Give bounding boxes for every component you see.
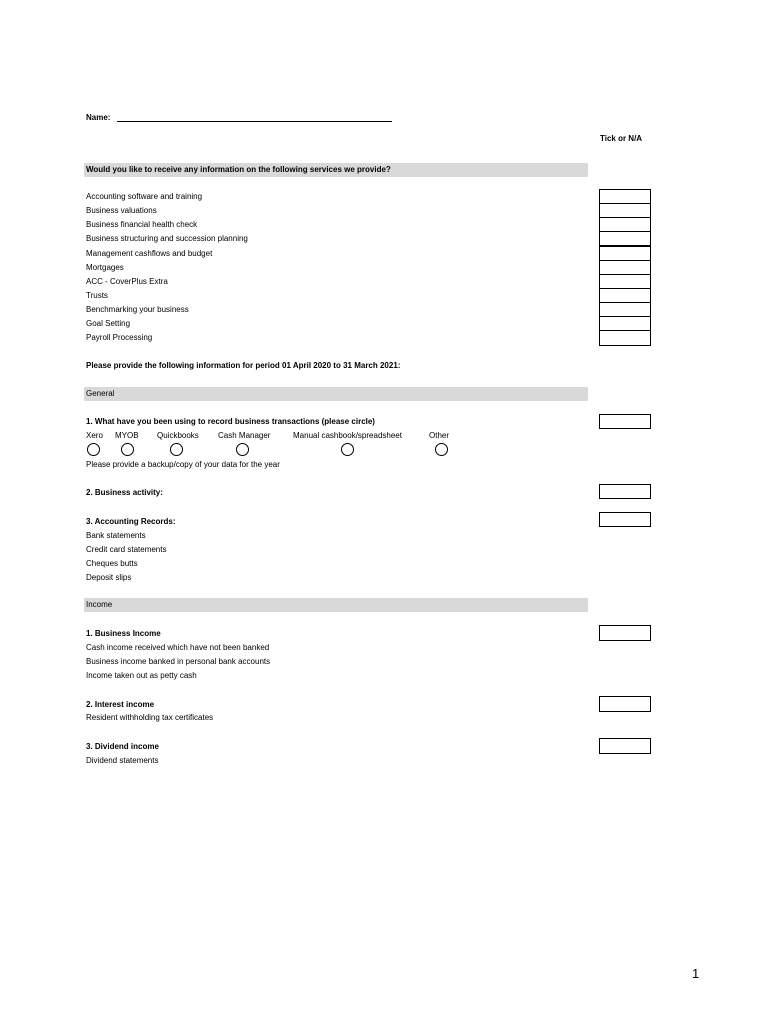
service-item: ACC - CoverPlus Extra — [86, 277, 168, 286]
service-item: Business structuring and succession planning — [86, 234, 248, 243]
page-number: 1 — [692, 966, 700, 981]
general-q1-tick-box[interactable] — [599, 414, 651, 429]
service-item: Management cashflows and budget — [86, 249, 213, 258]
business-income-item: Business income banked in personal bank accounts — [86, 657, 271, 666]
accounting-record-item: Cheques butts — [86, 559, 138, 568]
services-question: Would you like to receive any information on the following services we provide? — [86, 165, 391, 174]
service-item: Business financial health check — [86, 220, 198, 229]
circle-myob[interactable] — [121, 443, 134, 456]
circle-manual-cashbook[interactable] — [341, 443, 354, 456]
service-tick-box[interactable] — [599, 330, 651, 346]
circle-other[interactable] — [435, 443, 448, 456]
income-heading-bar — [84, 598, 588, 612]
name-line[interactable] — [117, 121, 392, 122]
income-q2-title: 2. Interest income — [86, 700, 155, 709]
accounting-record-item: Bank statements — [86, 531, 146, 540]
period-text: Please provide the following information for period 01 April 2020 to 31 March 2021: — [86, 361, 401, 370]
option-manual-cashbook: Manual cashbook/spreadsheet — [293, 431, 402, 440]
service-tick-box[interactable] — [599, 288, 651, 303]
service-tick-box[interactable] — [599, 260, 651, 275]
accounting-record-item: Deposit slips — [86, 573, 132, 582]
service-tick-box[interactable] — [599, 203, 651, 218]
option-other: Other — [429, 431, 450, 440]
name-label: Name: — [86, 113, 111, 122]
service-item: Trusts — [86, 291, 108, 300]
dividend-income-item: Dividend statements — [86, 756, 159, 765]
service-item: Benchmarking your business — [86, 305, 189, 314]
option-myob: MYOB — [115, 431, 139, 440]
income-q1-tick-box[interactable] — [599, 625, 651, 641]
circle-quickbooks[interactable] — [170, 443, 183, 456]
service-item: Goal Setting — [86, 319, 131, 328]
income-q1-title: 1. Business Income — [86, 629, 161, 638]
general-q3-title: 3. Accounting Records: — [86, 517, 176, 526]
general-q1-note: Please provide a backup/copy of your data for the year — [86, 460, 280, 469]
general-q2-tick-box[interactable] — [599, 484, 651, 499]
service-tick-box[interactable] — [599, 302, 651, 317]
business-income-item: Income taken out as petty cash — [86, 671, 197, 680]
general-heading-bar — [84, 387, 588, 401]
service-tick-box[interactable] — [599, 246, 651, 261]
service-tick-box[interactable] — [599, 274, 651, 289]
service-tick-box[interactable] — [599, 217, 651, 232]
income-heading: Income — [86, 600, 113, 609]
income-q3-tick-box[interactable] — [599, 738, 651, 754]
service-item: Business valuations — [86, 206, 157, 215]
option-cash-manager: Cash Manager — [218, 431, 271, 440]
service-item: Mortgages — [86, 263, 124, 272]
service-item: Payroll Processing — [86, 333, 153, 342]
interest-income-item: Resident withholding tax certificates — [86, 713, 214, 722]
general-q2-title: 2. Business activity: — [86, 488, 163, 497]
service-tick-box[interactable] — [599, 316, 651, 331]
circle-cash-manager[interactable] — [236, 443, 249, 456]
income-q3-title: 3. Dividend income — [86, 742, 159, 751]
accounting-record-item: Credit card statements — [86, 545, 167, 554]
option-xero: Xero — [86, 431, 103, 440]
tick-header: Tick or N/A — [600, 134, 643, 143]
service-tick-box[interactable] — [599, 189, 651, 204]
business-income-item: Cash income received which have not been banked — [86, 643, 270, 652]
general-heading: General — [86, 389, 115, 398]
general-q3-tick-box[interactable] — [599, 512, 651, 527]
service-item: Accounting software and training — [86, 192, 203, 201]
income-q2-tick-box[interactable] — [599, 696, 651, 712]
general-q1-title: 1. What have you been using to record business transactions (please circle) — [86, 417, 375, 426]
services-heading-bar — [84, 163, 588, 177]
service-tick-box[interactable] — [599, 231, 651, 246]
circle-xero[interactable] — [87, 443, 100, 456]
option-quickbooks: Quickbooks — [157, 431, 199, 440]
